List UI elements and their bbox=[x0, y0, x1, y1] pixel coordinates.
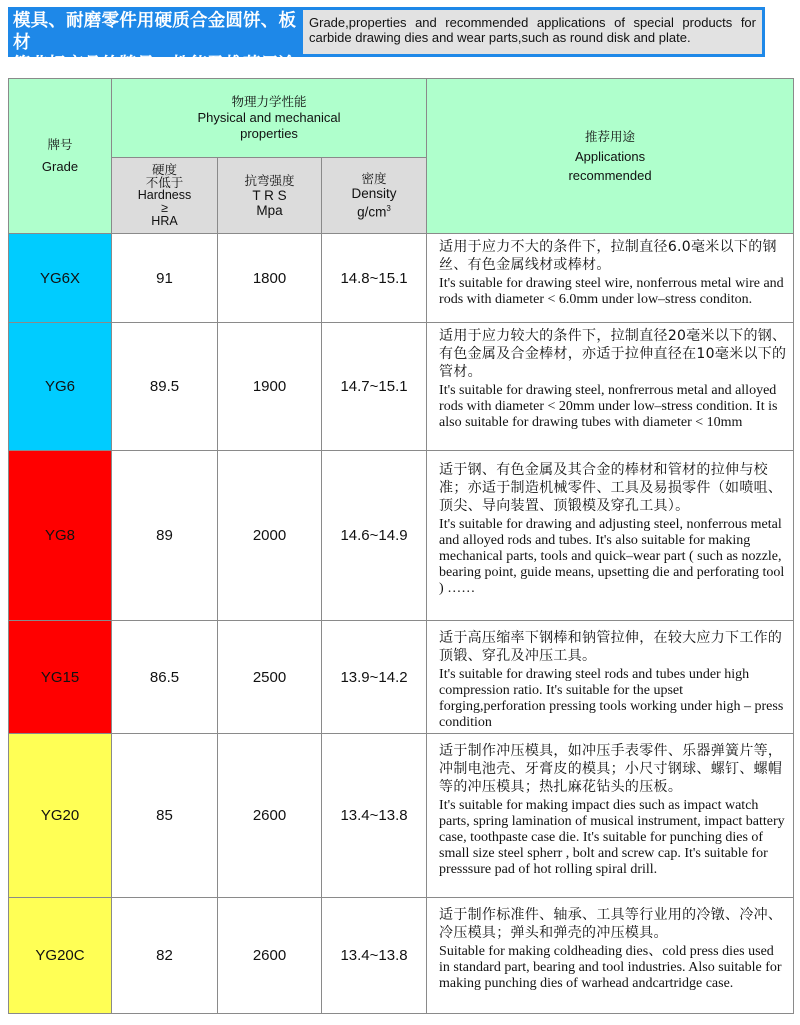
header-properties-en2: properties bbox=[240, 126, 298, 141]
application-zh: 适于钢、有色金属及其合金的棒材和管材的拉伸与校准；亦适于制造机械零件、工具及易损零件（如喷咀、顶尖、导向装置、顶锻模及穿孔工具）。 bbox=[439, 462, 783, 514]
application-cell bbox=[427, 621, 794, 734]
banner-title-line2: 等非标产品的牌号、性能及推荐用途 bbox=[13, 55, 297, 75]
header-applications bbox=[427, 79, 794, 234]
table-row bbox=[9, 898, 794, 1014]
header-grade-zh: 牌号 bbox=[47, 137, 73, 152]
trs-cell: 1900 bbox=[218, 323, 322, 451]
grade-cell: YG20 bbox=[9, 734, 112, 898]
density-cell: 13.9~14.2 bbox=[322, 621, 427, 734]
hardness-cell: 86.5 bbox=[112, 621, 218, 734]
header-density bbox=[322, 158, 427, 234]
density-en: Density bbox=[351, 186, 397, 202]
application-cell bbox=[427, 234, 794, 323]
application-en: Suitable for making coldheading dies、cold press dies used in standard part, bearing and tool industries. Also suitable for making punching dies of warhead andcartridge case. bbox=[439, 944, 782, 991]
density-cell: 14.7~15.1 bbox=[322, 323, 427, 451]
application-zh: 适于制作冲压模具，如冲压手表零件、乐器弹簧片等，冲制电池壳、牙膏皮的模具；小尺寸钢球、螺钉、螺帽等的冲压模具；热扎麻花钻头的压板。 bbox=[439, 743, 783, 795]
grade-cell: YG6 bbox=[9, 323, 112, 451]
header-properties-zh: 物理力学性能 bbox=[231, 94, 307, 109]
hardness-cell: 89 bbox=[112, 451, 218, 621]
title-banner bbox=[8, 7, 765, 75]
table-row bbox=[9, 621, 794, 734]
header-properties-en1: Physical and mechanical bbox=[197, 110, 341, 125]
application-zh: 适用于应力不大的条件下，拉制直径6.0毫米以下的钢丝、有色金属线材或棒材。 bbox=[439, 239, 777, 273]
application-cell bbox=[427, 734, 794, 898]
banner-subtitle-en bbox=[301, 8, 764, 56]
header-properties bbox=[112, 79, 427, 158]
table-row bbox=[9, 451, 794, 621]
header-grade-en: Grade bbox=[41, 159, 79, 174]
application-cell bbox=[427, 323, 794, 451]
banner-title-zh bbox=[13, 10, 301, 76]
hardness-cell: 82 bbox=[112, 898, 218, 1014]
table-row bbox=[9, 734, 794, 898]
trs-unit: Mpa bbox=[256, 203, 283, 218]
header-trs bbox=[218, 158, 322, 234]
grade-cell: YG6X bbox=[9, 234, 112, 323]
grade-cell: YG20C bbox=[9, 898, 112, 1014]
density-cell: 14.6~14.9 bbox=[322, 451, 427, 621]
trs-cell: 2600 bbox=[218, 734, 322, 898]
header-hardness bbox=[112, 158, 218, 234]
table-row bbox=[9, 234, 794, 323]
hardness-en: Hardness bbox=[137, 188, 192, 202]
application-zh: 适于高压缩率下钢棒和钠管拉伸，在较大应力下工作的顶锻、穿孔及冲压工具。 bbox=[439, 630, 783, 664]
density-cell: 14.8~15.1 bbox=[322, 234, 427, 323]
grade-cell: YG8 bbox=[9, 451, 112, 621]
density-unit: $g/cm^3$ bbox=[357, 204, 391, 220]
hardness-cell: 91 bbox=[112, 234, 218, 323]
trs-cell: 2500 bbox=[218, 621, 322, 734]
density-cell: 13.4~13.8 bbox=[322, 734, 427, 898]
grades-table bbox=[8, 78, 794, 1014]
hardness-symbol: ≥ bbox=[161, 201, 168, 215]
header-grade bbox=[9, 79, 112, 234]
hardness-unit: HRA bbox=[151, 214, 178, 228]
trs-cell: 1800 bbox=[218, 234, 322, 323]
density-cell: 13.4~13.8 bbox=[322, 898, 427, 1014]
header-applications-en1: Applications bbox=[574, 148, 646, 164]
application-en: It's suitable for drawing and adjusting steel, nonferrous metal and alloyed rods and tubes. It's also suitable for making mechanical parts, tools and quick–wear part ( such as nozzle, bearing point, guide means, upsetting die and perforating tool ) …… bbox=[439, 517, 785, 596]
banner-subtitle-line2: carbide drawing dies and wear parts,such as round disk and plate. bbox=[309, 30, 691, 45]
hardness-zh2: 不低于 bbox=[145, 175, 184, 190]
trs-zh: 抗弯强度 bbox=[244, 173, 295, 188]
header-applications-zh: 推荐用途 bbox=[585, 128, 636, 144]
banner-subtitle-line1: Grade,properties and recommended applications of special products for bbox=[309, 15, 756, 30]
grade-cell: YG15 bbox=[9, 621, 112, 734]
trs-en: T R S bbox=[252, 188, 287, 203]
application-en: It's suitable for making impact dies such as impact watch parts, spring lamination of musical instrument, impact battery case, toothpaste case die. It's suitable for punching dies of small size steel spherr , bolt and screw cap. It's suitable for presssure pad of hot rolling spiral drill. bbox=[439, 798, 785, 877]
application-en: It's suitable for drawing steel, nonfrerrous metal and alloyed rods with diameter < 20mm under low–stress condition. It is also suitable for drawing tubes with diameter < 10mm bbox=[439, 383, 778, 430]
hardness-zh1: 硬度 bbox=[151, 162, 177, 177]
application-zh: 适于制作标准件、轴承、工具等行业用的冷镦、冷冲、冷压模具；弹头和弹壳的冲压模具。 bbox=[439, 907, 783, 941]
table-row bbox=[9, 323, 794, 451]
application-en: It's suitable for drawing steel wire, nonferrous metal wire and rods with diameter < 6.0mm under low–stress conditon. bbox=[439, 276, 784, 307]
application-en: It's suitable for drawing steel rods and tubes under high compression ratio. It's suitable for the upset forging,perforation pressing tools working under high – press condition bbox=[439, 667, 784, 730]
density-zh: 密度 bbox=[361, 171, 387, 187]
header-applications-en2: recommended bbox=[568, 167, 652, 183]
hardness-cell: 85 bbox=[112, 734, 218, 898]
banner-title-line1: 模具、耐磨零件用硬质合金圆饼、板材 bbox=[13, 11, 297, 53]
hardness-cell: 89.5 bbox=[112, 323, 218, 451]
application-zh: 适用于应力较大的条件下，拉制直径20毫米以下的钢、有色金属及合金棒材，亦适于拉伸直径在10毫米以下的管材。 bbox=[439, 328, 787, 380]
application-cell bbox=[427, 451, 794, 621]
application-cell bbox=[427, 898, 794, 1014]
trs-cell: 2600 bbox=[218, 898, 322, 1014]
trs-cell: 2000 bbox=[218, 451, 322, 621]
